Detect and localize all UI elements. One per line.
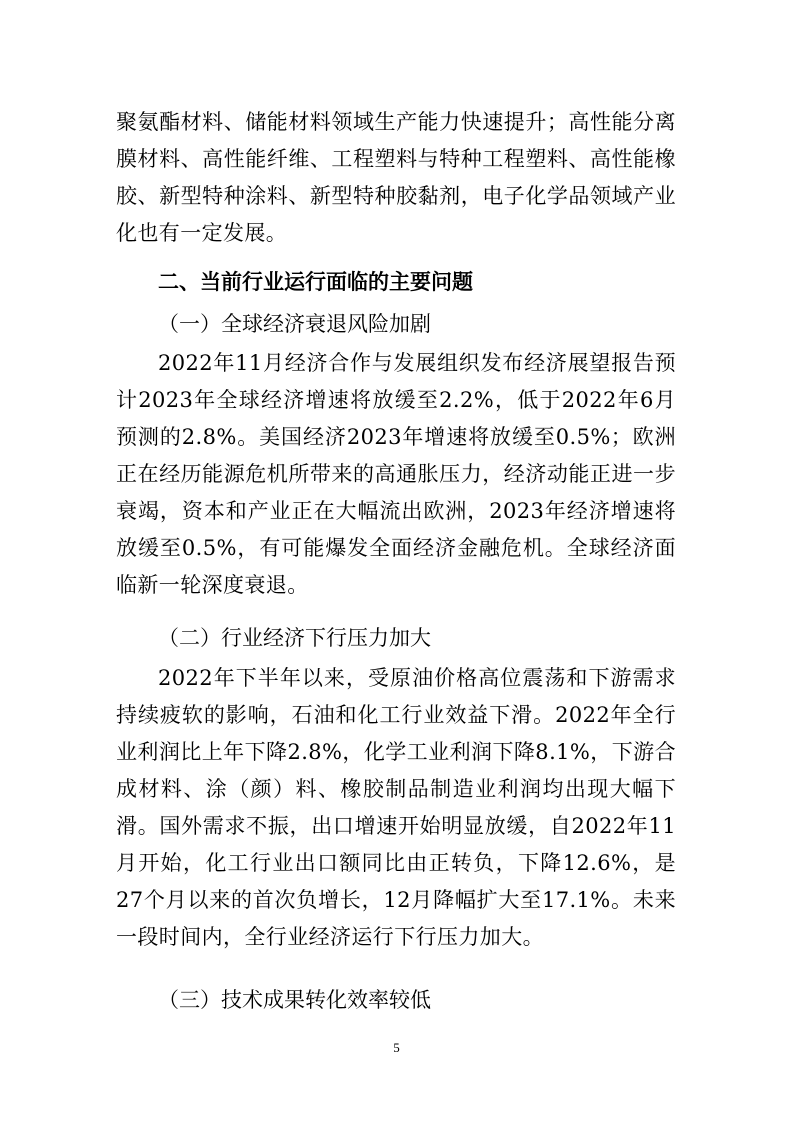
paragraph-block-global-recession bbox=[116, 345, 676, 604]
subsection-heading-tech-transfer: （三）技术成果转化效率较低 bbox=[158, 988, 431, 1012]
paragraph-continuation: 聚氨酯材料、储能材料领域生产能力快速提升；高性能分离膜材料、高性能纤维、工程塑料与特种工程塑料、高性能橡胶、新型特种涂料、新型特种胶黏剂，电子化学品领域产业化也有一定发展。 bbox=[116, 110, 676, 245]
subsection-heading-downward-pressure: （二）行业经济下行压力加大 bbox=[158, 626, 431, 650]
paragraph-block-downward-pressure bbox=[116, 660, 676, 956]
paragraph-global-recession: 2022年11月经济合作与发展组织发布经济展望报告预计2023年全球经济增速将放缓至2.2%，低于2022年6月预测的2.8%。美国经济2023年增速将放缓至0.5%；欧洲正在经历能源危机所带来的高通胀压力，经济动能正进一步衰竭，资本和产业正在大幅流出欧洲，2023年经济增速将放缓至0.5%，有可能爆发全面经济金融危机。全球经济面临新一轮深度衰退。 bbox=[116, 351, 676, 597]
page-number: 5 bbox=[393, 1040, 400, 1055]
paragraph-downward-pressure: 2022年下半年以来，受原油价格高位震荡和下游需求持续疲软的影响，石油和化工行业效益下滑。2022年全行业利润比上年下降2.8%，化学工业利润下降8.1%，下游合成材料、涂（颜）料、橡胶制品制造业利润均出现大幅下滑。国外需求不振，出口增速开始明显放缓，自2022年11月开始，化工行业出口额同比由正转负，下降12.6%，是27个月以来的首次负增长，12月降幅扩大至17.1%。未来一段时间内，全行业经济运行下行压力加大。 bbox=[116, 666, 676, 949]
subsection-heading-global-recession: （一）全球经济衰退风险加剧 bbox=[158, 312, 431, 336]
paragraph-block-intro bbox=[116, 104, 676, 252]
section-heading-main-problems: 二、当前行业运行面临的主要问题 bbox=[158, 270, 473, 294]
